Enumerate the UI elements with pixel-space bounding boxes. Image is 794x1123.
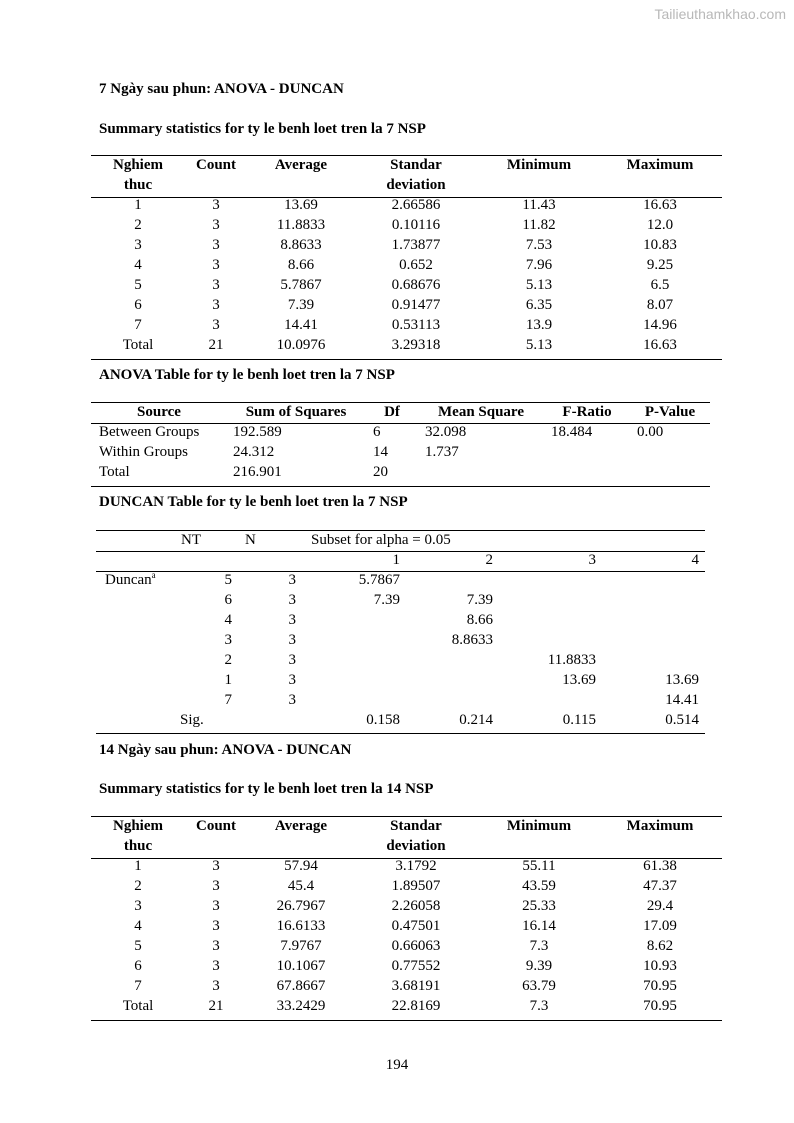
cell-treatment: 4 [134, 918, 142, 934]
anova-cell: 24.312 [233, 444, 275, 460]
table-cell: 3 [212, 978, 220, 994]
duncan-subset-header: 1 [392, 552, 400, 568]
table-cell: 55.11 [522, 858, 556, 874]
duncan-nt: 5 [224, 572, 232, 588]
col-header-nghiem: Nghiem [113, 818, 163, 834]
cell-treatment: 1 [134, 197, 142, 213]
cell-treatment: 3 [134, 237, 142, 253]
table-cell: 33.2429 [276, 998, 326, 1014]
anova-title-7nsp: ANOVA Table for ty le benh loet tren la 7 NSP [99, 367, 395, 383]
anova-col-header: Df [384, 404, 400, 420]
section-heading-7nsp: 7 Ngày sau phun: ANOVA - DUNCAN [99, 81, 344, 97]
duncan-subset-header: 3 [588, 552, 596, 568]
table-cell: 5.7867 [280, 277, 322, 293]
summary-title-14nsp: Summary statistics for ty le benh loet tren la 14 NSP [99, 781, 434, 797]
section-heading-14nsp: 14 Ngày sau phun: ANOVA - DUNCAN [99, 742, 352, 758]
table-cell: 3 [212, 858, 220, 874]
anova-cell: 6 [373, 424, 381, 440]
duncan-nt: 6 [224, 592, 232, 608]
cell-treatment: 3 [134, 898, 142, 914]
anova-col-header: Sum of Squares [245, 404, 347, 420]
duncan-sig-value: 0.214 [459, 712, 493, 728]
duncan-nt: 7 [224, 692, 232, 708]
table-bottom-rule [91, 359, 722, 360]
duncan-n: 3 [288, 592, 296, 608]
col-header-count: Count [195, 818, 236, 834]
table-cell: 45.4 [287, 878, 315, 894]
table-cell: 10.0976 [276, 337, 326, 353]
table-cell: 3 [212, 257, 220, 273]
table-cell: 3 [212, 197, 220, 213]
table-cell: 11.43 [522, 197, 556, 213]
duncan-n: 3 [288, 692, 296, 708]
col-header-minimum: Minimum [506, 157, 572, 173]
watermark: Tailieuthamkhao.com [654, 6, 786, 22]
col-header-count: Count [195, 157, 236, 173]
anova-cell: 1.737 [425, 444, 459, 460]
duncan-sig-value: 0.158 [366, 712, 400, 728]
cell-treatment: 2 [134, 217, 142, 233]
table-cell: 16.14 [522, 918, 556, 934]
table-cell: 0.91477 [391, 297, 441, 313]
duncan-n: 3 [288, 652, 296, 668]
table-cell: 7.96 [525, 257, 553, 273]
anova-col-header: P-Value [644, 404, 696, 420]
table-cell: 14.41 [284, 317, 318, 333]
duncan-nt: 4 [224, 612, 232, 628]
duncan-subset-header: 4 [691, 552, 699, 568]
anova-bottom-rule [91, 486, 710, 487]
table-cell: 61.38 [643, 858, 677, 874]
col-header-standar: Standar [390, 818, 442, 834]
cell-treatment: 5 [134, 938, 142, 954]
table-cell: 70.95 [643, 998, 677, 1014]
table-cell: 1.73877 [391, 237, 441, 253]
duncan-label-superscript: a [151, 570, 156, 580]
duncan-title-7nsp: DUNCAN Table for ty le benh loet tren la 7 NSP [99, 494, 408, 510]
col-header-nghiem: Nghiem [113, 157, 163, 173]
duncan-header-subset: Subset for alpha = 0.05 [311, 532, 451, 548]
table-cell: 14.96 [643, 317, 677, 333]
table-cell: 7.3 [529, 938, 549, 954]
anova-cell: 0.00 [637, 424, 664, 440]
table-cell: 13.9 [525, 317, 553, 333]
table-cell: 3.68191 [391, 978, 441, 994]
table-cell: 47.37 [643, 878, 677, 894]
table-cell: 3 [212, 317, 220, 333]
duncan-nt: 1 [224, 672, 232, 688]
table-cell: 8.62 [646, 938, 674, 954]
duncan-cell: 5.7867 [358, 572, 400, 588]
table-cell: 3 [212, 237, 220, 253]
anova-col-header: Mean Square [438, 404, 524, 420]
col-header-deviation: deviation [386, 838, 446, 854]
cell-treatment: Total [122, 337, 154, 353]
table-cell: 7.39 [287, 297, 315, 313]
cell-treatment: 2 [134, 878, 142, 894]
col-header-standar: Standar [390, 157, 442, 173]
table-cell: 13.69 [284, 197, 318, 213]
table-cell: 7.3 [529, 998, 549, 1014]
anova-cell: 14 [373, 444, 388, 460]
duncan-bottom-rule [96, 733, 705, 734]
duncan-subset-rule [96, 551, 705, 552]
duncan-sig-value: 0.115 [562, 712, 596, 728]
col-header-average: Average [274, 818, 328, 834]
anova-cell: 32.098 [425, 424, 467, 440]
table-cell: 0.77552 [391, 958, 441, 974]
table-cell: 9.25 [646, 257, 674, 273]
cell-treatment: 5 [134, 277, 142, 293]
table-cell: 12.0 [646, 217, 674, 233]
table-cell: 21 [208, 998, 224, 1014]
duncan-row-label [105, 572, 156, 589]
col-header-thuc: thuc [123, 177, 153, 193]
anova-cell: 20 [373, 464, 388, 480]
duncan-cell: 8.8633 [451, 632, 493, 648]
table-cell: 8.66 [287, 257, 315, 273]
anova-cell: 216.901 [233, 464, 282, 480]
table-cell: 0.53113 [391, 317, 441, 333]
table-cell: 17.09 [643, 918, 677, 934]
table-cell: 3 [212, 277, 220, 293]
table-cell: 2.26058 [391, 898, 441, 914]
cell-treatment: 1 [134, 858, 142, 874]
table-bottom-rule [91, 1020, 722, 1021]
duncan-sig-value: 0.514 [665, 712, 699, 728]
table-cell: 16.6133 [276, 918, 326, 934]
table-cell: 10.83 [643, 237, 677, 253]
table-cell: 63.79 [522, 978, 556, 994]
duncan-n: 3 [288, 632, 296, 648]
duncan-top-rule [96, 530, 705, 531]
duncan-n: 3 [288, 672, 296, 688]
cell-treatment: 6 [134, 297, 142, 313]
table-cell: 0.66063 [391, 938, 441, 954]
table-cell: 43.59 [522, 878, 556, 894]
table-cell: 3.29318 [391, 337, 441, 353]
cell-treatment: 6 [134, 958, 142, 974]
table-cell: 11.82 [522, 217, 556, 233]
table-cell: 8.8633 [280, 237, 322, 253]
anova-source: Within Groups [99, 444, 188, 460]
summary-title-7nsp: Summary statistics for ty le benh loet tren la 7 NSP [99, 121, 426, 137]
table-cell: 22.8169 [391, 998, 441, 1014]
page-number: 194 [385, 1057, 409, 1073]
table-cell: 7.53 [525, 237, 553, 253]
duncan-header-nt: NT [181, 532, 201, 548]
table-cell: 57.94 [284, 858, 318, 874]
table-cell: 16.63 [643, 197, 677, 213]
col-header-maximum: Maximum [626, 157, 694, 173]
table-cell: 3 [212, 898, 220, 914]
duncan-cell: 11.8833 [547, 652, 596, 668]
table-cell: 10.1067 [276, 958, 326, 974]
duncan-cell: 8.66 [466, 612, 493, 628]
duncan-header-rule [96, 571, 705, 572]
table-cell: 10.93 [643, 958, 677, 974]
table-cell: 9.39 [525, 958, 553, 974]
table-cell: 11.8833 [276, 217, 326, 233]
table-cell: 2.66586 [391, 197, 441, 213]
duncan-cell: 7.39 [466, 592, 493, 608]
table-cell: 3 [212, 918, 220, 934]
table-cell: 5.13 [525, 337, 553, 353]
table-cell: 3 [212, 878, 220, 894]
table-cell: 7.9767 [280, 938, 322, 954]
duncan-cell: 13.69 [665, 672, 699, 688]
table-cell: 3 [212, 958, 220, 974]
duncan-subset-header: 2 [485, 552, 493, 568]
table-cell: 5.13 [525, 277, 553, 293]
table-cell: 16.63 [643, 337, 677, 353]
duncan-cell: 7.39 [373, 592, 400, 608]
col-header-maximum: Maximum [626, 818, 694, 834]
table-cell: 21 [208, 337, 224, 353]
anova-cell: 192.589 [233, 424, 282, 440]
table-cell: 3 [212, 217, 220, 233]
duncan-cell: 13.69 [562, 672, 596, 688]
duncan-n: 3 [288, 612, 296, 628]
duncan-sig-label: Sig. [180, 712, 204, 728]
cell-treatment: Total [122, 998, 154, 1014]
anova-top-rule [91, 402, 710, 403]
anova-col-header: Source [137, 404, 181, 420]
cell-treatment: 7 [134, 317, 142, 333]
duncan-label-text: Duncan [105, 572, 152, 588]
duncan-n: 3 [288, 572, 296, 588]
col-header-deviation: deviation [386, 177, 446, 193]
table-cell: 0.68676 [391, 277, 441, 293]
cell-treatment: 7 [134, 978, 142, 994]
table-cell: 25.33 [522, 898, 556, 914]
anova-source: Total [99, 464, 130, 480]
table-cell: 0.47501 [391, 918, 441, 934]
table-top-rule [91, 816, 722, 817]
table-cell: 29.4 [646, 898, 674, 914]
table-cell: 3 [212, 938, 220, 954]
anova-col-header: F-Ratio [562, 404, 612, 420]
table-top-rule [91, 155, 722, 156]
table-cell: 0.10116 [391, 217, 441, 233]
table-cell: 26.7967 [276, 898, 326, 914]
table-cell: 67.8667 [276, 978, 326, 994]
table-cell: 3 [212, 297, 220, 313]
anova-cell: 18.484 [551, 424, 593, 440]
table-cell: 6.5 [650, 277, 670, 293]
col-header-average: Average [274, 157, 328, 173]
table-cell: 8.07 [646, 297, 674, 313]
table-cell: 6.35 [525, 297, 553, 313]
anova-source: Between Groups [99, 424, 200, 440]
duncan-nt: 3 [224, 632, 232, 648]
table-cell: 0.652 [399, 257, 433, 273]
duncan-header-n: N [245, 532, 256, 548]
table-cell: 70.95 [643, 978, 677, 994]
duncan-cell: 14.41 [665, 692, 699, 708]
table-cell: 3.1792 [395, 858, 437, 874]
table-cell: 1.89507 [391, 878, 441, 894]
duncan-nt: 2 [224, 652, 232, 668]
col-header-thuc: thuc [123, 838, 153, 854]
cell-treatment: 4 [134, 257, 142, 273]
col-header-minimum: Minimum [506, 818, 572, 834]
